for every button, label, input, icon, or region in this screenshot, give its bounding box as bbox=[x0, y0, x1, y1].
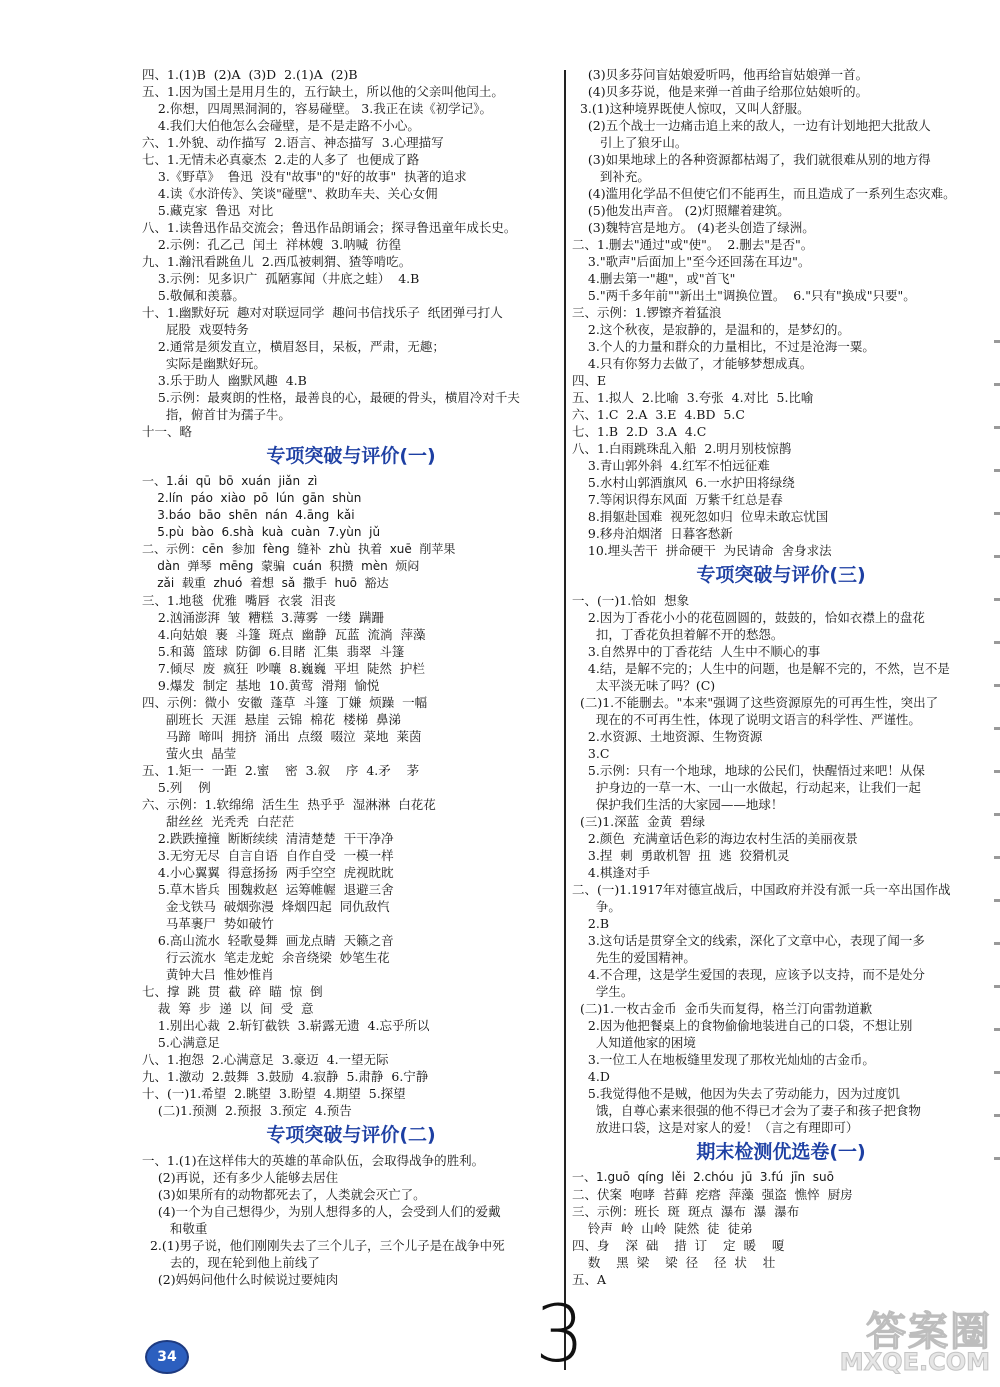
answer-line: 2.因为他把餐桌上的食物偷偷地装进自己的口袋，不想让别 bbox=[572, 1018, 913, 1033]
answer-line: 六、1.外貌、动作描写 2.语言、神态描写 3.心理描写 bbox=[142, 135, 444, 150]
answer-line: 学生。 bbox=[572, 984, 634, 999]
answer-line: (3)魏特宫是地方。 (4)老头创造了绿洲。 bbox=[572, 220, 815, 235]
answer-line: 2.水资源、土地资源、生物资源 bbox=[572, 729, 763, 744]
answer-line: 4.向姑娘 裹 斗篷 斑点 幽静 瓦蓝 流淌 萍藻 bbox=[142, 627, 426, 642]
unit-answers-continued bbox=[142, 66, 560, 440]
answer-line: 4.棋逢对手 bbox=[572, 865, 650, 880]
answer-line: 一、(一)1.恰如 想象 bbox=[572, 593, 690, 608]
answer-line: 3.青山郭外斜 4.红军不怕远征难 bbox=[572, 458, 770, 473]
answer-line: 2.你想，四周黑洞洞的，容易碰壁。 3.我正在读《初学记》。 bbox=[142, 101, 492, 116]
answer-line: 9.移舟泊烟渚 日暮客愁新 bbox=[572, 526, 733, 541]
answer-line: 4.只有你努力去做了，才能够梦想成真。 bbox=[572, 356, 813, 371]
answer-line: zǎi 载重 zhuó 着想 sǎ 撒手 huō 豁达 bbox=[142, 576, 389, 590]
answer-line: 七、撑 跳 贯 截 碎 瞄 惊 倒 bbox=[142, 984, 323, 999]
answer-line: 和敬重 bbox=[142, 1221, 208, 1236]
answer-line: 七、1.无情未必真豪杰 2.走的人多了 也便成了路 bbox=[142, 152, 420, 167]
section-3-answers bbox=[572, 592, 990, 1136]
answer-line: 5.示例：只有一个地球，地球的公民们，快醒悟过来吧！从保 bbox=[572, 763, 925, 778]
answer-line: 9.爆发 制定 基地 10.黄莺 滑翔 愉悦 bbox=[142, 678, 380, 693]
answer-line: dàn 弹琴 mēng 蒙骗 cuán 积攒 mèn 烦闷 bbox=[142, 559, 420, 573]
answer-line: 三、示例：班长 斑 斑点 瀑布 瀑 瀑布 bbox=[572, 1204, 800, 1219]
answer-line: 六、1.C 2.A 3.E 4.BD 5.C bbox=[572, 407, 745, 422]
answer-line: 四、身 深 础 措 订 定 暖 嗄 bbox=[572, 1238, 785, 1253]
answer-line: 八、1.读鲁迅作品交流会；鲁迅作品朗诵会；探寻鲁迅童年成长史。 bbox=[142, 220, 517, 235]
answer-line: 行云流水 笔走龙蛇 余音绕梁 妙笔生花 bbox=[142, 950, 390, 965]
answer-line: 三、示例：1.锣镲齐着猛浪 bbox=[572, 305, 722, 320]
answer-line: 屁股 戏耍特务 bbox=[142, 322, 249, 337]
answer-line: 3.C bbox=[572, 746, 610, 761]
answer-line: 九、1.激动 2.鼓舞 3.鼓励 4.寂静 5.肃静 6.宁静 bbox=[142, 1069, 429, 1084]
section-1-answers bbox=[142, 473, 560, 1119]
section-2-answers bbox=[142, 1152, 560, 1288]
answer-line: 4.读《水浒传》、笑谈"碰壁"、救助车夫、关心女佣 bbox=[142, 186, 438, 201]
answer-line: 3.一位工人在地板缝里发现了那枚光灿灿的古金币。 bbox=[572, 1052, 875, 1067]
answer-line: 五、1.拟人 2.比喻 3.夸张 4.对比 5.比喻 bbox=[572, 390, 814, 405]
watermark-url: MXQE.COM bbox=[839, 1348, 990, 1376]
answer-line: 萤火虫 晶莹 bbox=[142, 746, 237, 761]
answer-line: 2.示例：孔乙己 闰土 祥林嫂 3.呐喊 彷徨 bbox=[142, 237, 402, 252]
answer-line: 3.乐于助人 幽默风趣 4.B bbox=[142, 373, 307, 388]
answer-line: (三)1.深蓝 金黄 碧绿 bbox=[572, 814, 706, 829]
answer-line: 实际是幽默好玩。 bbox=[142, 356, 266, 371]
answer-line: 十、(一)1.希望 2.眺望 3.盼望 4.期望 5.探望 bbox=[142, 1086, 406, 1101]
answer-line: 4.小心翼翼 得意扬扬 两手空空 虎视眈眈 bbox=[142, 865, 394, 880]
answer-line: 3.这句话是贯穿全文的线索，深化了文章中心，表现了闻一多 bbox=[572, 933, 925, 948]
answer-line: 十一、略 bbox=[142, 424, 193, 439]
answer-line: (4)滥用化学品不但使它们不能再生，而且造成了一系列生态灾难。 bbox=[572, 186, 956, 201]
answer-line: 五、A bbox=[572, 1272, 607, 1287]
answer-line: 二、伏案 咆哮 苔藓 疙瘩 萍藻 强盗 憔悴 厨房 bbox=[572, 1187, 853, 1202]
answer-line: 保护我们生活的大家园——地球！ bbox=[572, 797, 784, 812]
answer-line: 5.草木皆兵 围魏救赵 运筹帷幄 退避三舍 bbox=[142, 882, 394, 897]
answer-line: 四、1.(1)B (2)A (3)D 2.(1)A (2)B bbox=[142, 67, 358, 82]
handwritten-mark: 3 bbox=[535, 1290, 585, 1380]
right-column bbox=[572, 66, 990, 1288]
answer-line: 八、1.白雨跳珠乱入船 2.明月别枝惊鹊 bbox=[572, 441, 792, 456]
answer-line: 四、示例：微小 安徽 蓬草 斗篷 丁嫌 烦躁 一幅 bbox=[142, 695, 428, 710]
answer-line: 一、1.guō qíng lěi 2.chóu jū 3.fú jīn suō bbox=[572, 1170, 834, 1184]
answer-line: 副班长 天涯 悬崖 云锦 棉花 楼梯 鼻涕 bbox=[142, 712, 402, 727]
answer-line: 5.敬佩和羡慕。 bbox=[142, 288, 245, 303]
answer-line: 护身边的一草一木、一山一水做起，行动起来，让我们一起 bbox=[572, 780, 921, 795]
column-divider bbox=[564, 70, 566, 1370]
answer-line: 2.通常是须发直立，横眉怒目，呆板，严肃，无趣； bbox=[142, 339, 445, 354]
answer-line: 五、1.因为国土是用月生的，五行缺土，所以他的父亲叫他闰土。 bbox=[142, 84, 504, 99]
answer-line: 7.等闲识得东风面 万紫千红总是春 bbox=[572, 492, 783, 507]
answer-line: 2.颜色 充满童话色彩的海边农村生活的美丽夜景 bbox=[572, 831, 858, 846]
answer-line: 一、1.ái qū bō xuán jiǎn zì bbox=[142, 474, 318, 488]
answer-line: 8.捐躯赴国难 视死忽如归 位卑未敢忘忧国 bbox=[572, 509, 829, 524]
answer-line: 太平淡无味了吗？(C) bbox=[572, 678, 716, 693]
answer-line: 扣，丁香花负担着解不开的愁怨。 bbox=[572, 627, 784, 642]
answer-line: 4.结，是解不完的；人生中的问题，也是解不完的，不然，岂不是 bbox=[572, 661, 950, 676]
answer-line: (4)贝多芬说，他是来弹一首曲子给那位姑娘听的。 bbox=[572, 84, 869, 99]
section-heading-3: 专项突破与评价(三) bbox=[696, 564, 866, 586]
answer-line: (2)再说，还有多少人能够去居住 bbox=[142, 1170, 339, 1185]
answer-line: 七、1.B 2.D 3.A 4.C bbox=[572, 424, 707, 439]
answer-line: 2.跌跌撞撞 断断续续 清清楚楚 干干净净 bbox=[142, 831, 394, 846]
answer-line: (5)他发出声音。 (2)灯照耀着建筑。 bbox=[572, 203, 790, 218]
answer-line: 4.删去第一"趣"，或"首飞" bbox=[572, 271, 736, 286]
answer-line: 到补充。 bbox=[572, 169, 650, 184]
answer-line: 一、1.(1)在这样伟大的英雄的革命队伍，会取得战争的胜利。 bbox=[142, 1153, 485, 1168]
answer-line: 引上了狼牙山。 bbox=[572, 135, 688, 150]
answer-line: (3)贝多芬问盲姑娘爱听吗，他再给盲姑娘弹一首。 bbox=[572, 67, 869, 82]
answer-line: 三、1.地毯 优雅 嘴唇 衣裳 泪丧 bbox=[142, 593, 336, 608]
answer-line: 3.báo bāo shēn nán 4.āng kǎi bbox=[142, 508, 355, 522]
answer-line: (2)妈妈问他什么时候说过要炖肉 bbox=[142, 1272, 339, 1287]
answer-line: (3)如果所有的动物都死去了，人类就会灭亡了。 bbox=[142, 1187, 426, 1202]
answer-line: 争。 bbox=[572, 899, 621, 914]
answer-line: 5.水村山郭酒旗风 6.一水护田将绿绕 bbox=[572, 475, 795, 490]
answer-line: 裁 筹 步 递 以 间 受 意 bbox=[142, 1001, 314, 1016]
answer-line: 5.藏克家 鲁迅 对比 bbox=[142, 203, 274, 218]
answer-line: 5.和蔼 篮球 防御 6.目睹 汇集 翡翠 斗篷 bbox=[142, 644, 405, 659]
answer-line: 二、示例：cēn 参加 fèng 缝补 zhù 执着 xuē 削苹果 bbox=[142, 542, 456, 556]
answer-line: 5.我觉得他不是贼，他因为失去了劳动能力，因为过度饥 bbox=[572, 1086, 900, 1101]
page-number-badge: 34 bbox=[145, 1340, 189, 1374]
answer-line: 3.无穷无尽 自言自语 自作自受 一模一样 bbox=[142, 848, 394, 863]
answer-line: (二)1.一枚古金币 金币失而复得，格兰汀向雷勃道歉 bbox=[572, 1001, 873, 1016]
answer-line: 1.别出心裁 2.斩钉截铁 3.崭露无遗 4.忘乎所以 bbox=[142, 1018, 430, 1033]
answer-line: 2.因为丁香花小小的花苞圆圆的，鼓鼓的，恰如衣襟上的盘花 bbox=[572, 610, 925, 625]
answer-line: 5.pù bào 6.shà kuà cuàn 7.yùn jǔ bbox=[142, 525, 381, 539]
answer-line: 数 黑 梁 梁 径 径 状 壮 bbox=[572, 1255, 776, 1270]
answer-line: (2)五个战士一边痛击追上来的敌人，一边有计划地把大批敌人 bbox=[572, 118, 931, 133]
answer-line: (4)一个为自己想得少，为别人想得多的人，会受到人们的爱戴 bbox=[142, 1204, 501, 1219]
answer-line: 2.(1)男子说，他们刚刚失去了三个儿子，三个儿子是在战争中死 bbox=[142, 1238, 505, 1253]
section-heading-4: 期末检测优选卷(一) bbox=[696, 1141, 866, 1163]
answer-line: 3.捏 刺 勇敢机智 扭 逃 狡猾机灵 bbox=[572, 848, 790, 863]
answer-line: 马革裹尸 势如破竹 bbox=[142, 916, 274, 931]
answer-line: 3.(1)这种境界既使人惊叹，又叫人舒服。 bbox=[572, 101, 810, 116]
answer-line: 放进口袋，这是对家人的爱！（言之有理即可） bbox=[572, 1120, 859, 1135]
watermark-title: 答案圈 bbox=[866, 1309, 992, 1355]
answer-line: 3.《野草》 鲁迅 没有"故事"的"好的故事" 执著的追求 bbox=[142, 169, 467, 184]
watermark-logo bbox=[802, 1300, 992, 1382]
answer-line: 2.这个秋夜，是寂静的，是温和的，是梦幻的。 bbox=[572, 322, 850, 337]
answer-line: 人知道他家的困境 bbox=[572, 1035, 696, 1050]
answer-line: 5."两千多年前""新出土"调换位置。 6."只有"换成"只要"。 bbox=[572, 288, 916, 303]
answer-line: 2.汹涌澎湃 皱 糟糕 3.薄雾 一缕 蹒跚 bbox=[142, 610, 384, 625]
answer-line: 4.不合理，这是学生爱国的表现，应该予以支持，而不是处分 bbox=[572, 967, 925, 982]
answer-line: 10.埋头苦干 拼命硬干 为民请命 舍身求法 bbox=[572, 543, 832, 558]
answer-line: 5.心满意足 bbox=[142, 1035, 220, 1050]
answer-line: 现在的不可再生性，体现了说明文语言的科学性、严谨性。 bbox=[572, 712, 921, 727]
final-exam-answers bbox=[572, 1169, 990, 1288]
answer-line: 甜丝丝 光秃秃 白茫茫 bbox=[142, 814, 295, 829]
answer-line: 4.我们大伯他怎么会碰壁，是不是走路不小心。 bbox=[142, 118, 420, 133]
answer-line: 八、1.抱怨 2.心满意足 3.豪迈 4.一望无际 bbox=[142, 1052, 389, 1067]
answer-line: 铃声 岭 山岭 陡然 徒 徒弟 bbox=[572, 1221, 753, 1236]
answer-line: 3.个人的力量和群众的力量相比，不过是沧海一粟。 bbox=[572, 339, 875, 354]
answer-line: (二)1.预测 2.预报 3.预定 4.预告 bbox=[142, 1103, 352, 1118]
answer-line: 九、1.瀚汛看跳鱼儿 2.西瓜被刺猬、猹等啃吃。 bbox=[142, 254, 412, 269]
answer-line: 3.示例：见多识广 孤陋寡闻（井底之蛙） 4.B bbox=[142, 271, 420, 286]
answer-line: 五、1.矩一 一距 2.蜜 密 3.叙 序 4.矛 茅 bbox=[142, 763, 420, 778]
answer-line: 先生的爱国精神。 bbox=[572, 950, 696, 965]
answer-line: 2.B bbox=[572, 916, 610, 931]
answer-line: 金戈铁马 破烟弥漫 烽烟四起 同仇敌忾 bbox=[142, 899, 390, 914]
answer-line: 四、E bbox=[572, 373, 607, 388]
answer-line: 2.lín páo xiào pō lún gān shùn bbox=[142, 491, 362, 505]
answer-line: 3."歌声"后面加上"至今还回荡在耳边"。 bbox=[572, 254, 811, 269]
answer-line: (二)1.不能删去。"本来"强调了这些资源原先的可再生性，突出了 bbox=[572, 695, 939, 710]
answer-line: 二、1.删去"通过"或"使"。 2.删去"是否"。 bbox=[572, 237, 814, 252]
answer-line: 7.倾尽 废 疯狂 吵嚷 8.巍巍 平坦 陡然 护栏 bbox=[142, 661, 425, 676]
section-2-answers-continued bbox=[572, 66, 990, 559]
answer-line: 黄钟大吕 惟妙惟肖 bbox=[142, 967, 274, 982]
section-heading-2: 专项突破与评价(二) bbox=[266, 1124, 436, 1146]
answer-line: 去的，现在轮到他上前线了 bbox=[142, 1255, 320, 1270]
answer-line: (3)如果地球上的各种资源都枯竭了，我们就很难从别的地方得 bbox=[572, 152, 931, 167]
page-edge-marks bbox=[994, 300, 1000, 1200]
answer-line: 5.列 例 bbox=[142, 780, 211, 795]
answer-line: 6.高山流水 轻歌曼舞 画龙点睛 天籁之音 bbox=[142, 933, 394, 948]
answer-line: 饿，自尊心素来很强的他不得已才会为了妻子和孩子把食物 bbox=[572, 1103, 921, 1118]
answer-line: 3.自然界中的丁香花结 人生中不顺心的事 bbox=[572, 644, 821, 659]
left-column bbox=[142, 66, 560, 1288]
answer-line: 二、(一)1.1917年对德宣战后，中国政府并没有派一兵一卒出国作战 bbox=[572, 882, 951, 897]
answer-line: 六、示例：1.软绵绵 活生生 热乎乎 湿淋淋 白花花 bbox=[142, 797, 436, 812]
answer-line: 指，俯首甘为孺子牛。 bbox=[142, 407, 291, 422]
answer-line: 马蹄 啼叫 拥挤 涌出 点缀 啜泣 菜地 莱茵 bbox=[142, 729, 422, 744]
answer-line: 5.示例：最爽朗的性格，最善良的心，最硬的骨头，横眉冷对千夫 bbox=[142, 390, 520, 405]
section-heading-1: 专项突破与评价(一) bbox=[266, 445, 436, 467]
answer-line: 十、1.幽默好玩 趣对对联逗同学 趣问书信找乐子 纸团弹弓打人 bbox=[142, 305, 503, 320]
answer-line: 4.D bbox=[572, 1069, 610, 1084]
